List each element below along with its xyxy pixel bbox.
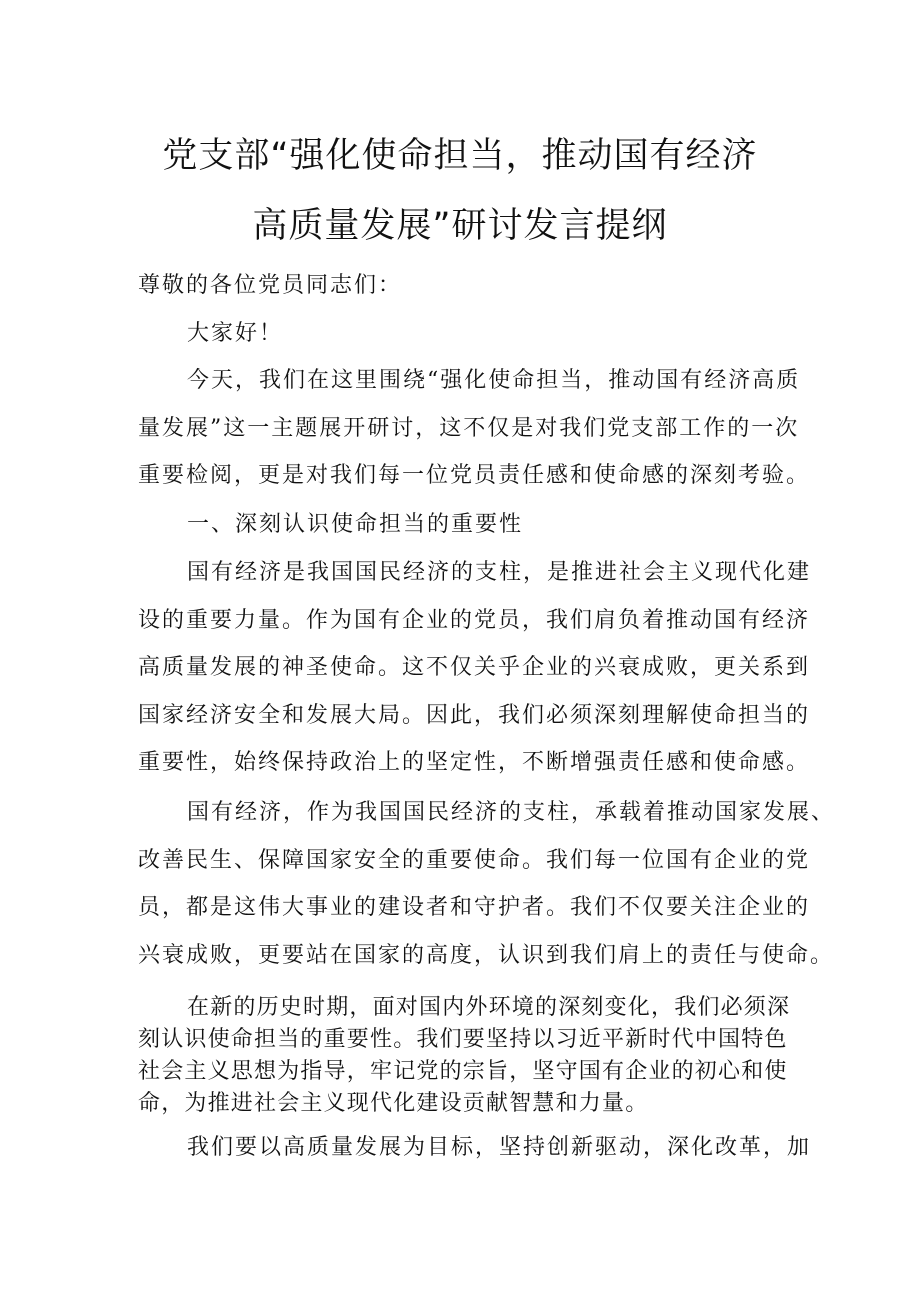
document-title-line-2: 高质量发展”研讨发言提纲	[252, 206, 668, 246]
paragraph-2-line: 设的重要力量。作为国有企业的党员，我们肩负着推动国有经济	[138, 608, 811, 633]
paragraph-1-line: 量发展”这一主题展开研讨，这不仅是对我们党支部工作的一次	[138, 416, 800, 441]
paragraph-2-line: 高质量发展的神圣使命。这不仅关乎企业的兴衰成败，更关系到	[138, 655, 811, 680]
paragraph-5-line: 我们要以高质量发展为目标，坚持创新驱动，深化改革，加	[187, 1135, 812, 1160]
paragraph-4-line: 社会主义思想为指导，牢记党的宗旨，坚守国有企业的初心和使	[138, 1059, 788, 1084]
section-heading: 一、深刻认识使命担当的重要性	[187, 512, 524, 537]
paragraph-3-line: 国有经济，作为我国国民经济的支柱，承载着推动国家发展、	[187, 800, 836, 825]
document-title-line-1: 党支部“强化使命担当，推动国有经济	[162, 136, 758, 176]
paragraph-3-line: 兴衰成败，更要站在国家的高度，认识到我们肩上的责任与使命。	[138, 943, 835, 968]
paragraph-4-line: 刻认识使命担当的重要性。我们要坚持以习近平新时代中国特色	[138, 1027, 788, 1052]
paragraph-4-line: 命，为推进社会主义现代化建设贡献智慧和力量。	[138, 1091, 649, 1116]
paragraph-2-line: 重要性，始终保持政治上的坚定性，不断增强责任感和使命感。	[138, 750, 811, 775]
paragraph-3-line: 员，都是这伟大事业的建设者和守护者。我们不仅要关注企业的	[138, 895, 811, 920]
paragraph-2-line: 国家经济安全和发展大局。因此，我们必须深刻理解使命担当的	[138, 703, 811, 728]
paragraph-1-line: 重要检阅，更是对我们每一位党员责任感和使命感的深刻考验。	[138, 463, 811, 488]
paragraph-2-line: 国有经济是我国国民经济的支柱，是推进社会主义现代化建	[187, 560, 812, 585]
greeting: 大家好！	[187, 321, 284, 346]
salutation: 尊敬的各位党员同志们：	[138, 273, 403, 298]
paragraph-3-line: 改善民生、保障国家安全的重要使命。我们每一位国有企业的党	[138, 848, 811, 873]
paragraph-4-line: 在新的历史时期，面对国内外环境的深刻变化，我们必须深	[187, 995, 791, 1020]
paragraph-1-line: 今天，我们在这里围绕“强化使命担当，推动国有经济高质	[187, 368, 801, 393]
